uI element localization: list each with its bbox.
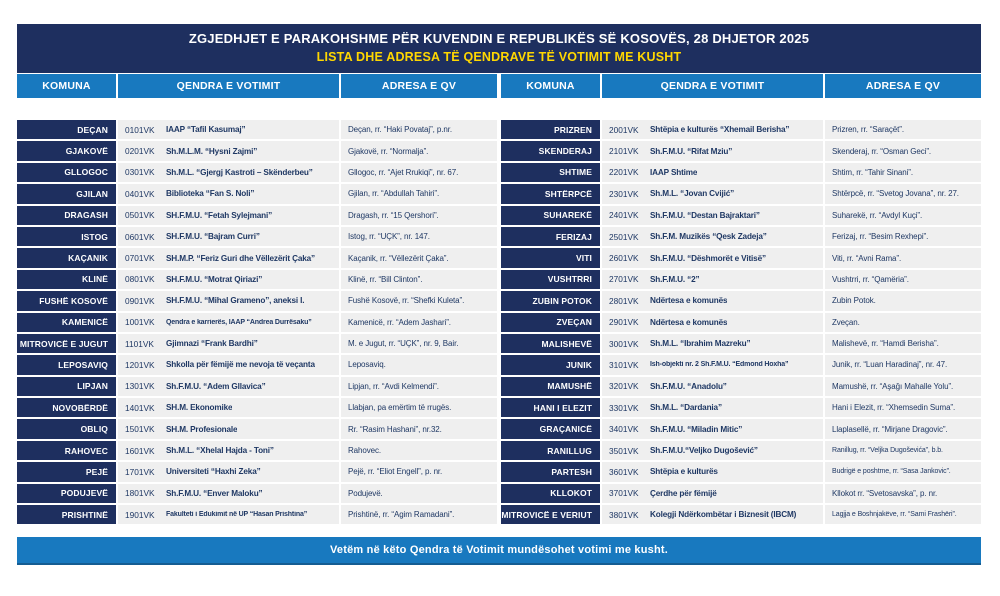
voting-center-cell — [602, 163, 823, 182]
municipality-cell: SUHAREKË — [501, 206, 600, 225]
municipality-cell: PARTESH — [501, 462, 600, 481]
center-code: 0701VK — [125, 253, 155, 264]
table-row — [17, 141, 497, 160]
voting-center-cell — [118, 291, 339, 310]
voting-center-cell — [602, 334, 823, 353]
table-left — [17, 120, 497, 526]
center-address: Zveçan. — [825, 313, 981, 332]
center-code: 0801VK — [125, 274, 155, 285]
column-header-left — [17, 74, 497, 98]
center-name: Sh.F.M.U. “2” — [650, 274, 700, 284]
municipality-cell: FERIZAJ — [501, 227, 600, 246]
center-name: Gjimnazi “Frank Bardhi” — [166, 339, 258, 349]
table-row — [501, 141, 981, 160]
center-code: 3601VK — [609, 466, 639, 477]
center-code: 2501VK — [609, 231, 639, 242]
center-code: 2701VK — [609, 274, 639, 285]
center-address: Rr. “Rasim Hashani”, nr.32. — [341, 419, 497, 438]
voting-center-cell — [602, 141, 823, 160]
table-row — [17, 120, 497, 139]
center-address: Lipjan, rr. “Avdi Kelmendi”. — [341, 377, 497, 396]
voting-center-cell — [118, 163, 339, 182]
center-name: Sh.F.M.U.“Veljko Dugošević” — [650, 446, 758, 456]
municipality-cell: MITROVICË E JUGUT — [17, 334, 116, 353]
center-address: Zubin Potok. — [825, 291, 981, 310]
center-code: 3001VK — [609, 338, 639, 349]
voting-center-cell — [118, 462, 339, 481]
municipality-cell: HANI I ELEZIT — [501, 398, 600, 417]
center-name: Kolegji Ndërkombëtar i Biznesit (IBCM) — [650, 510, 797, 520]
center-address: Kamenicë, rr. “Adem Jashari”. — [341, 313, 497, 332]
center-code: 2001VK — [609, 124, 639, 135]
center-code: 0501VK — [125, 210, 155, 221]
voting-center-cell — [118, 141, 339, 160]
center-name: Sh.F.M.U. “Adem Gllavica” — [166, 381, 266, 391]
center-name: Sh.F.M.U. “Miladin Mitic” — [650, 424, 743, 434]
center-code: 0301VK — [125, 167, 155, 178]
table-row — [501, 270, 981, 289]
table-row — [501, 313, 981, 332]
center-name: Ish-objekti nr. 2 Sh.F.M.U. “Edmond Hoxha” — [650, 361, 789, 369]
table-row — [17, 184, 497, 203]
table-row — [501, 505, 981, 524]
voting-center-cell — [118, 313, 339, 332]
voting-centers-tables — [17, 120, 981, 526]
center-name: Sh.M.L. “Dardania” — [650, 403, 722, 413]
center-address: Klinë, rr. “Bill Clinton”. — [341, 270, 497, 289]
center-name: SH.M. Profesionale — [166, 424, 238, 434]
municipality-cell: RAHOVEC — [17, 441, 116, 460]
center-address: Junik, rr. “Luan Haradinaj”, nr. 47. — [825, 355, 981, 374]
voting-center-cell — [118, 184, 339, 203]
table-row — [501, 206, 981, 225]
municipality-cell: KLLOKOT — [501, 484, 600, 503]
center-address: Vushtrri, rr. “Qamëria”. — [825, 270, 981, 289]
center-code: 1701VK — [125, 466, 155, 477]
center-code: 0101VK — [125, 124, 155, 135]
col-header-qendra-right: QENDRA E VOTIMIT — [602, 74, 823, 98]
table-row — [17, 419, 497, 438]
table-row — [17, 484, 497, 503]
municipality-cell: GLLOGOC — [17, 163, 116, 182]
center-address: Mamushë, rr. “Aşağı Mahalle Yolu”. — [825, 377, 981, 396]
table-row — [501, 398, 981, 417]
center-code: 0401VK — [125, 188, 155, 199]
municipality-cell: LIPJAN — [17, 377, 116, 396]
voting-center-cell — [118, 355, 339, 374]
center-address: Kllokot rr. “Svetosavska”, p. nr. — [825, 484, 981, 503]
center-name: Universiteti “Haxhi Zeka” — [166, 467, 261, 477]
table-row — [501, 441, 981, 460]
municipality-cell: SHTËRPCË — [501, 184, 600, 203]
center-name: Qendra e karrierës, IAAP “Andrea Durrësaku” — [166, 318, 312, 326]
municipality-cell: ZVEÇAN — [501, 313, 600, 332]
center-name: Sh.M.L. “Ibrahim Mazreku” — [650, 339, 751, 349]
table-row — [501, 248, 981, 267]
center-name: Sh.M.L. “Jovan Cvijić” — [650, 189, 735, 199]
municipality-cell: DRAGASH — [17, 206, 116, 225]
voting-center-cell — [602, 398, 823, 417]
table-row — [501, 377, 981, 396]
center-address: Budrigë e poshtme, rr. “Sasa Jankovic”. — [825, 462, 981, 481]
center-name: Shtëpia e kulturës — [650, 467, 718, 477]
center-name: Sh.M.L.M. “Hysni Zajmi” — [166, 146, 258, 156]
center-name: IAAP Shtime — [650, 167, 698, 177]
center-address: Ranillug, rr. “Veljka Dugoševića”, b.b. — [825, 441, 981, 460]
center-name: Sh.F.M.U. “Rifat Mziu” — [650, 146, 733, 156]
center-address: Shtim, rr. “Tahir Sinani”. — [825, 163, 981, 182]
municipality-cell: NOVOBËRDË — [17, 398, 116, 417]
table-row — [17, 227, 497, 246]
voting-center-cell — [602, 120, 823, 139]
page-title: ZGJEDHJET E PARAKOHSHME PËR KUVENDIN E REPUBLIKËS SË KOSOVËS, 28 DHJETOR 2025 — [188, 31, 810, 46]
footer-note: Vetëm në këto Qendra të Votimit mundësohet votimi me kusht. — [330, 544, 668, 557]
table-row — [501, 334, 981, 353]
voting-center-cell — [602, 248, 823, 267]
voting-center-cell — [602, 377, 823, 396]
center-code: 3401VK — [609, 424, 639, 435]
voting-center-cell — [118, 484, 339, 503]
col-header-adresa-right: ADRESA E QV — [825, 74, 981, 98]
center-code: 2601VK — [609, 253, 639, 264]
municipality-cell: PRISHTINË — [17, 505, 116, 524]
center-address: Gjakovë, rr. “Normalja”. — [341, 141, 497, 160]
table-row — [17, 270, 497, 289]
center-code: 3801VK — [609, 509, 639, 520]
municipality-cell: VITI — [501, 248, 600, 267]
center-code: 1101VK — [125, 338, 154, 349]
municipality-cell: PRIZREN — [501, 120, 600, 139]
center-address: Hani i Elezit, rr. “Xhemsedin Suma”. — [825, 398, 981, 417]
table-row — [17, 505, 497, 524]
page — [17, 24, 981, 565]
municipality-cell: PODUJEVË — [17, 484, 116, 503]
center-address: Deçan, rr. “Haki Povataj”, p.nr. — [341, 120, 497, 139]
voting-center-cell — [118, 505, 339, 524]
voting-center-cell — [118, 270, 339, 289]
center-name: SH.F.M.U. “Motrat Qiriazi” — [166, 274, 263, 284]
center-address: Skenderaj, rr. “Osman Geci”. — [825, 141, 981, 160]
table-row — [501, 462, 981, 481]
center-code: 1401VK — [125, 402, 155, 413]
center-name: SH.F.M.U. “Fetah Sylejmani” — [166, 210, 273, 220]
footer-note-bar — [17, 537, 981, 565]
table-row — [501, 484, 981, 503]
center-code: 3701VK — [609, 488, 639, 499]
table-row — [17, 441, 497, 460]
center-address: Gjilan, rr. “Abdullah Tahiri”. — [341, 184, 497, 203]
municipality-cell: GJAKOVË — [17, 141, 116, 160]
table-row — [17, 313, 497, 332]
table-row — [501, 291, 981, 310]
voting-center-cell — [602, 227, 823, 246]
table-row — [17, 206, 497, 225]
voting-center-cell — [602, 291, 823, 310]
table-row — [17, 398, 497, 417]
table-row — [501, 163, 981, 182]
voting-center-cell — [602, 206, 823, 225]
municipality-cell: SHTIME — [501, 163, 600, 182]
voting-center-cell — [602, 419, 823, 438]
col-header-qendra-left: QENDRA E VOTIMIT — [118, 74, 339, 98]
voting-center-cell — [118, 120, 339, 139]
table-row — [501, 355, 981, 374]
center-name: Sh.M.L. “Gjergj Kastroti – Skënderbeu” — [166, 167, 313, 177]
center-code: 0901VK — [125, 295, 155, 306]
municipality-cell: SKENDERAJ — [501, 141, 600, 160]
center-name: Shkolla për fëmijë me nevoja të veçanta — [166, 360, 315, 370]
title-band — [17, 24, 981, 73]
center-address: Llaplasellë, rr. “Mirjane Dragovic”. — [825, 419, 981, 438]
center-code: 1201VK — [125, 359, 155, 370]
voting-center-cell — [602, 355, 823, 374]
center-code: 3201VK — [609, 381, 639, 392]
center-code: 1001VK — [125, 317, 155, 328]
municipality-cell: RANILLUG — [501, 441, 600, 460]
municipality-cell: GRAÇANICË — [501, 419, 600, 438]
table-row — [17, 462, 497, 481]
center-code: 2801VK — [609, 295, 639, 306]
center-address: Llabjan, pa emërtim të rrugës. — [341, 398, 497, 417]
table-row — [501, 227, 981, 246]
center-code: 0201VK — [125, 146, 155, 157]
voting-center-cell — [602, 184, 823, 203]
center-address: Malishevë, rr. “Hamdi Berisha”. — [825, 334, 981, 353]
center-name: Sh.F.M.U. “Anadolu” — [650, 381, 727, 391]
center-code: 2401VK — [609, 210, 639, 221]
center-code: 0601VK — [125, 231, 155, 242]
municipality-cell: JUNIK — [501, 355, 600, 374]
center-address: Viti, rr. “Avni Rama”. — [825, 248, 981, 267]
voting-center-cell — [118, 248, 339, 267]
col-header-adresa-left: ADRESA E QV — [341, 74, 497, 98]
center-address: Prizren, rr. “Saraçët”. — [825, 120, 981, 139]
column-header-row — [17, 74, 981, 98]
center-name: SH.M. Ekonomike — [166, 403, 233, 413]
center-code: 1901VK — [125, 509, 155, 520]
table-row — [17, 377, 497, 396]
center-address: Pejë, rr. “Eliot Engell”, p. nr. — [341, 462, 497, 481]
voting-center-cell — [118, 334, 339, 353]
page-subtitle: LISTA DHE ADRESA TË QENDRAVE TË VOTIMIT ME KUSHT — [316, 50, 682, 64]
municipality-cell: ZUBIN POTOK — [501, 291, 600, 310]
center-name: Sh.F.M.U. “Destan Bajraktari” — [650, 210, 760, 220]
municipality-cell: KLINË — [17, 270, 116, 289]
center-address: Dragash, rr. “15 Qershori”. — [341, 206, 497, 225]
center-name: Sh.M.L. “Xhelal Hajda - Toni” — [166, 446, 274, 456]
municipality-cell: FUSHË KOSOVË — [17, 291, 116, 310]
center-address: Lagjja e Boshnjakëve, rr. “Sami Frashëri”. — [825, 505, 981, 524]
center-name: Sh.F.M. Muzikës “Qesk Zadeja” — [650, 232, 767, 242]
center-code: 2301VK — [609, 188, 639, 199]
municipality-cell: MALISHEVË — [501, 334, 600, 353]
center-address: Ferizaj, rr. “Besim Rexhepi”. — [825, 227, 981, 246]
voting-center-cell — [118, 419, 339, 438]
table-row — [17, 334, 497, 353]
center-name: SH.M.P. “Feriz Guri dhe Vëllezërit Çaka” — [166, 253, 316, 263]
center-address: Prishtinë, rr. “Agim Ramadani”. — [341, 505, 497, 524]
table-row — [17, 291, 497, 310]
center-name: Ndërtesa e komunës — [650, 317, 728, 327]
center-code: 1801VK — [125, 488, 155, 499]
voting-center-cell — [602, 484, 823, 503]
table-row — [17, 355, 497, 374]
table-row — [501, 419, 981, 438]
center-name: Ndërtesa e komunës — [650, 296, 728, 306]
center-name: SH.F.M.U. “Bajram Curri” — [166, 232, 260, 242]
center-code: 2901VK — [609, 317, 639, 328]
center-name: IAAP “Tafil Kasumaj” — [166, 125, 246, 135]
column-header-right — [501, 74, 981, 98]
voting-center-cell — [118, 441, 339, 460]
voting-center-cell — [602, 313, 823, 332]
center-code: 3301VK — [609, 402, 639, 413]
municipality-cell: OBLIQ — [17, 419, 116, 438]
center-address: Istog, rr. “UÇK”, nr. 147. — [341, 227, 497, 246]
center-code: 3501VK — [609, 445, 639, 456]
center-address: Shtërpcë, rr. “Svetog Jovana”, nr. 27. — [825, 184, 981, 203]
center-address: Rahovec. — [341, 441, 497, 460]
voting-center-cell — [118, 206, 339, 225]
voting-center-cell — [602, 505, 823, 524]
center-address: M. e Jugut, rr. “UÇK”, nr. 9, Bair. — [341, 334, 497, 353]
center-address: Gllogoc, rr. “Ajet Rrukiqi”, nr. 67. — [341, 163, 497, 182]
center-code: 1601VK — [125, 445, 155, 456]
voting-center-cell — [118, 227, 339, 246]
municipality-cell: VUSHTRRI — [501, 270, 600, 289]
center-name: Çerdhe për fëmijë — [650, 488, 717, 498]
center-address: Kaçanik, rr. “Vëllezërit Çaka”. — [341, 248, 497, 267]
municipality-cell: ISTOG — [17, 227, 116, 246]
table-right — [501, 120, 981, 526]
table-row — [501, 184, 981, 203]
municipality-cell: KAÇANIK — [17, 248, 116, 267]
center-address: Fushë Kosovë, rr. “Shefki Kuleta”. — [341, 291, 497, 310]
center-code: 2201VK — [609, 167, 639, 178]
center-name: Fakulteti i Edukimit në UP “Hasan Prishtina” — [166, 511, 308, 519]
center-name: Biblioteka “Fan S. Noli” — [166, 189, 255, 199]
voting-center-cell — [118, 398, 339, 417]
voting-center-cell — [602, 441, 823, 460]
center-code: 2101VK — [609, 146, 639, 157]
municipality-cell: PEJË — [17, 462, 116, 481]
center-name: SH.F.M.U. “Mihal Grameno”, aneksi I. — [166, 296, 305, 306]
table-row — [17, 248, 497, 267]
center-address: Suharekë, rr. “Avdyl Kuçi”. — [825, 206, 981, 225]
municipality-cell: KAMENICË — [17, 313, 116, 332]
center-address: Podujevë. — [341, 484, 497, 503]
center-code: 1501VK — [125, 424, 155, 435]
municipality-cell: GJILAN — [17, 184, 116, 203]
col-header-komuna-left: KOMUNA — [17, 74, 116, 98]
voting-center-cell — [602, 270, 823, 289]
table-row — [17, 163, 497, 182]
municipality-cell: MAMUSHË — [501, 377, 600, 396]
voting-center-cell — [602, 462, 823, 481]
center-code: 3101VK — [609, 359, 639, 370]
col-header-komuna-right: KOMUNA — [501, 74, 600, 98]
center-name: Sh.F.M.U. “Enver Maloku” — [166, 488, 263, 498]
municipality-cell: MITROVICË E VERIUT — [501, 505, 600, 524]
center-name: Shtëpia e kulturës “Xhemail Berisha” — [650, 125, 790, 135]
municipality-cell: LEPOSAVIQ — [17, 355, 116, 374]
center-name: Sh.F.M.U. “Dëshmorët e Vitisë” — [650, 253, 766, 263]
table-row — [501, 120, 981, 139]
center-code: 1301VK — [125, 381, 155, 392]
voting-center-cell — [118, 377, 339, 396]
center-address: Leposaviq. — [341, 355, 497, 374]
municipality-cell: DEÇAN — [17, 120, 116, 139]
